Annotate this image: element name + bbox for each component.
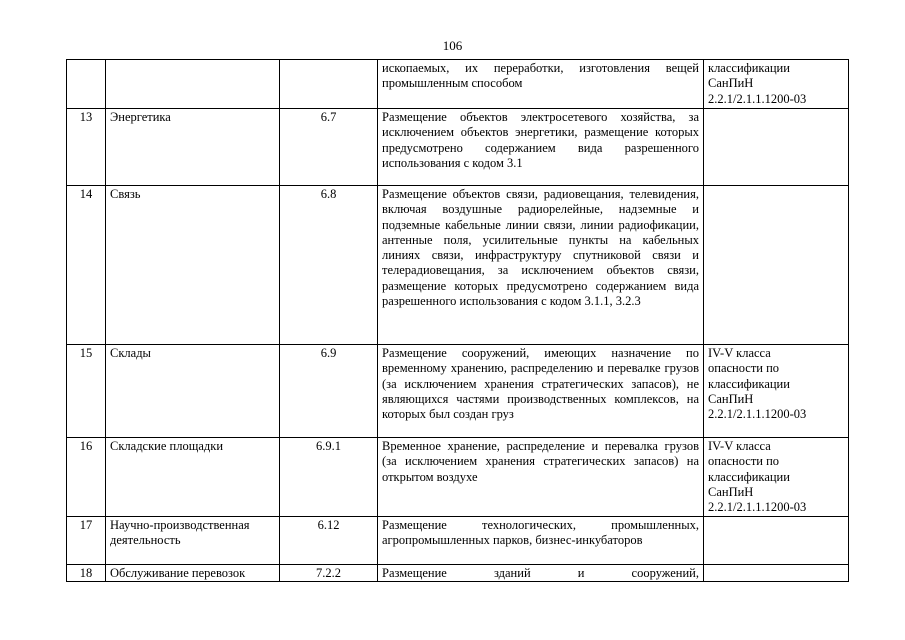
land-use-table xyxy=(66,59,849,582)
restriction-line: 2.2.1/2.1.1.1200-03 xyxy=(708,407,807,422)
table-row xyxy=(67,438,849,517)
row-number: 14 xyxy=(67,186,106,345)
use-description: Размещение сооружений, имеющих назначение по временному хранению, распределению и перевалке грузов (за исключением хранения стратегических запасов), не являющихся частями производственных комплексов, на которых был создан груз xyxy=(378,345,704,438)
restriction-line: СанПиН xyxy=(708,76,754,91)
use-name: Связь xyxy=(106,186,280,345)
use-name: Научно-производственная деятельность xyxy=(106,517,280,565)
table-row xyxy=(67,186,849,345)
use-code: 6.8 xyxy=(280,186,378,345)
use-name: Энергетика xyxy=(106,109,280,186)
use-description: Размещение объектов связи, радиовещания, телевидения, включая воздушные радиорелейные, надземные и подземные кабельные линии связи, линии радиофикации, антенные поля, усилительные пункты на кабельных линиях связи, инфраструктуру спутниковой связи и телерадиовещания, за исключением объектов связи, размещение которых предусмотрено содержанием вида разрешенного использования с кодом 3.1.1, 3.2.3 xyxy=(378,186,704,345)
use-name: Складские площадки xyxy=(106,438,280,517)
table-row xyxy=(67,517,849,565)
restriction-line: 2.2.1/2.1.1.1200-03 xyxy=(708,91,807,106)
use-description: ископаемых, их переработки, изготовления вещей промышленным способом xyxy=(378,60,704,109)
use-description: Размещение объектов электросетевого хозяйства, за исключением объектов энергетики, размещение которых предусмотрено содержанием вида разрешенного использования с кодом 3.1 xyxy=(378,109,704,186)
use-code: 6.9 xyxy=(280,345,378,438)
row-number: 13 xyxy=(67,109,106,186)
restriction-line: IV-V класса xyxy=(708,346,771,360)
use-name xyxy=(106,60,280,109)
use-description: Размещение зданий и сооружений, xyxy=(378,565,704,582)
use-description: Размещение технологических, промышленных, агропромышленных парков, бизнес-инкубаторов xyxy=(378,517,704,565)
restriction-note xyxy=(704,186,849,345)
use-code: 6.9.1 xyxy=(280,438,378,517)
table-row xyxy=(67,345,849,438)
row-number: 15 xyxy=(67,345,106,438)
row-number: 16 xyxy=(67,438,106,517)
table-row xyxy=(67,109,849,186)
use-code: 6.12 xyxy=(280,517,378,565)
restriction-line: опасности по xyxy=(708,361,780,376)
page-number: 106 xyxy=(442,38,463,53)
restriction-line: СанПиН xyxy=(708,391,754,406)
restriction-line: опасности по xyxy=(708,454,780,469)
use-code: 6.7 xyxy=(280,109,378,186)
row-number xyxy=(67,60,106,109)
restriction-line: СанПиН xyxy=(708,484,754,499)
restriction-note xyxy=(704,345,849,438)
restriction-note xyxy=(704,60,849,109)
restriction-line: 2.2.1/2.1.1.1200-03 xyxy=(708,500,807,515)
restriction-note xyxy=(704,517,849,565)
restriction-note xyxy=(704,109,849,186)
restriction-line: классификации xyxy=(708,376,790,391)
row-number: 18 xyxy=(67,565,106,582)
use-code xyxy=(280,60,378,109)
use-name: Обслуживание перевозок xyxy=(106,565,280,582)
row-number: 17 xyxy=(67,517,106,565)
use-name: Склады xyxy=(106,345,280,438)
restriction-line: классификации xyxy=(708,61,790,75)
table-row xyxy=(67,565,849,582)
restriction-note xyxy=(704,438,849,517)
restriction-line: классификации xyxy=(708,469,790,484)
restriction-line: IV-V класса xyxy=(708,439,771,453)
use-code: 7.2.2 xyxy=(280,565,378,582)
table-row xyxy=(67,60,849,109)
use-description: Временное хранение, распределение и перевалка грузов (за исключением хранения стратегических запасов) на открытом воздухе xyxy=(378,438,704,517)
restriction-note xyxy=(704,565,849,582)
